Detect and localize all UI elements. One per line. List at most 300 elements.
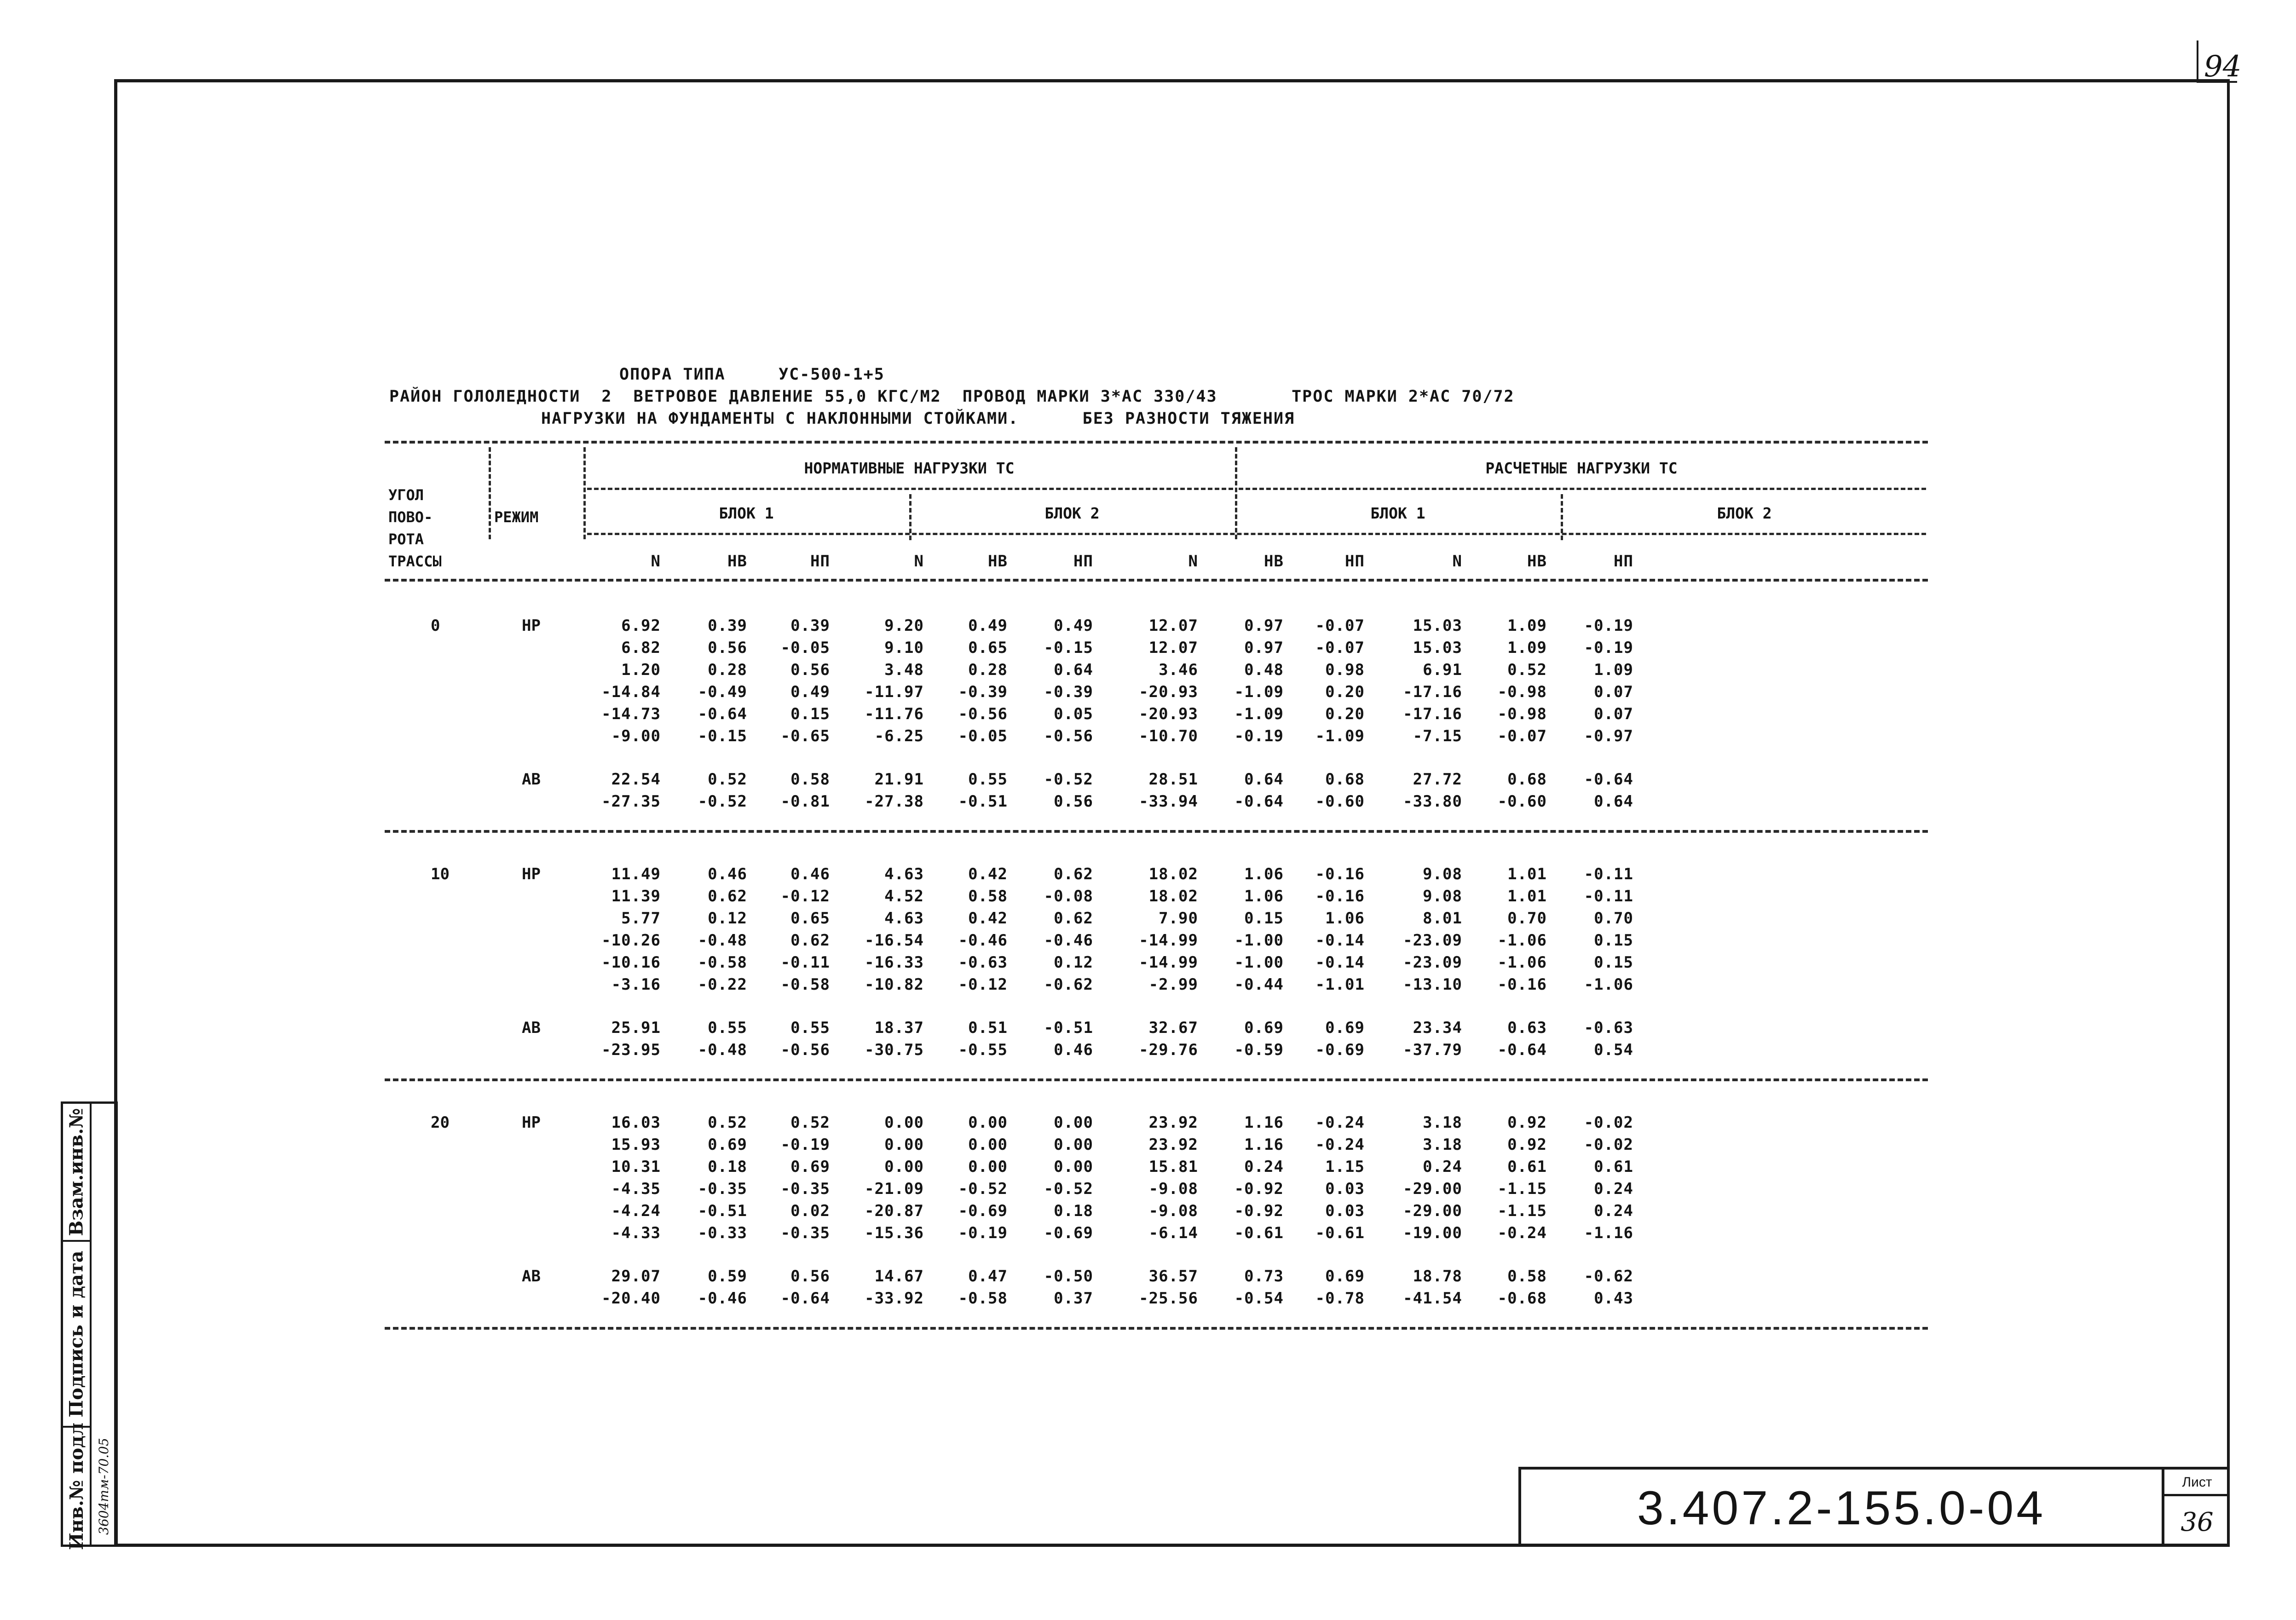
- table-cell: 25.91: [611, 1019, 661, 1037]
- table-cell: -0.02: [1584, 1113, 1633, 1132]
- table-cell: 9.08: [1423, 887, 1462, 905]
- table-cell: -0.69: [1044, 1224, 1093, 1242]
- table-cell: -0.46: [1044, 931, 1093, 950]
- table-cell: -2.99: [1148, 975, 1198, 994]
- table-cell: -0.58: [958, 1289, 1008, 1308]
- table-cell: -0.16: [1315, 865, 1365, 883]
- column-header: НВ: [988, 552, 1008, 571]
- table-cell: 15.03: [1413, 639, 1462, 657]
- table-cell: 0.46: [790, 865, 830, 883]
- stamp-vzam-inv: Взам.инв.№: [65, 1107, 87, 1236]
- table-cell: 3.48: [884, 661, 924, 679]
- table-cell: -0.60: [1315, 792, 1365, 811]
- table-cell: -0.46: [958, 931, 1008, 950]
- table-cell: -14.73: [601, 705, 661, 723]
- table-cell: 1.15: [1325, 1158, 1365, 1176]
- table-cell: 5.77: [621, 909, 661, 928]
- table-cell: -0.07: [1315, 639, 1365, 657]
- angle-label-1: УГОЛ: [388, 486, 424, 504]
- table-cell: 23.92: [1148, 1113, 1198, 1132]
- table-cell: -7.15: [1413, 727, 1462, 745]
- table-cell: -29.00: [1403, 1202, 1462, 1220]
- table-cell: -0.64: [780, 1289, 830, 1308]
- table-cell: -0.92: [1234, 1202, 1284, 1220]
- table-cell: -0.14: [1315, 953, 1365, 972]
- table-cell: 0.59: [708, 1267, 747, 1286]
- table-cell: -23.09: [1403, 953, 1462, 972]
- table-cell: 0.15: [1594, 931, 1633, 950]
- table-cell: 0.73: [1244, 1267, 1284, 1286]
- table-cell: 0.65: [790, 909, 830, 928]
- table-cell: -0.07: [1497, 727, 1547, 745]
- table-cell: 23.34: [1413, 1019, 1462, 1037]
- table-cell: 0.56: [790, 1267, 830, 1286]
- table-cell: 0.54: [1594, 1041, 1633, 1059]
- table-cell: -0.19: [958, 1224, 1008, 1242]
- table-cell: 1.16: [1244, 1136, 1284, 1154]
- stamp-inv-value-cell: [92, 1428, 115, 1545]
- mode-value: АВ: [522, 1019, 541, 1037]
- table-cell: 0.12: [708, 909, 747, 928]
- rule-top: [385, 441, 1928, 444]
- table-cell: -19.00: [1403, 1224, 1462, 1242]
- rule-head-bottom: [385, 579, 1928, 582]
- table-cell: -17.16: [1403, 705, 1462, 723]
- table-cell: -0.49: [698, 683, 747, 701]
- table-cell: -6.25: [874, 727, 924, 745]
- table-cell: -41.54: [1403, 1289, 1462, 1308]
- table-cell: 7.90: [1159, 909, 1198, 928]
- table-cell: 0.69: [1325, 1019, 1365, 1037]
- table-cell: 9.08: [1423, 865, 1462, 883]
- table-cell: 22.54: [611, 770, 661, 789]
- table-cell: 16.03: [611, 1113, 661, 1132]
- table-cell: -11.76: [865, 705, 924, 723]
- table-cell: 0.97: [1244, 617, 1284, 635]
- design-header: РАСЧЕТНЫЕ НАГРУЗКИ ТС: [1485, 459, 1678, 477]
- table-cell: 1.20: [621, 661, 661, 679]
- table-cell: -33.94: [1139, 792, 1198, 811]
- table-cell: 0.62: [790, 931, 830, 950]
- table-cell: -0.61: [1234, 1224, 1284, 1242]
- table-cell: -1.09: [1234, 683, 1284, 701]
- table-cell: 1.06: [1325, 909, 1365, 928]
- table-cell: -14.99: [1139, 953, 1198, 972]
- table-cell: -1.09: [1315, 727, 1365, 745]
- table-cell: -20.40: [601, 1289, 661, 1308]
- table-cell: -10.82: [865, 975, 924, 994]
- table-cell: -10.70: [1139, 727, 1198, 745]
- table-cell: -0.12: [958, 975, 1008, 994]
- table-cell: 0.97: [1244, 639, 1284, 657]
- table-cell: -16.54: [865, 931, 924, 950]
- table-cell: 36.57: [1148, 1267, 1198, 1286]
- table-cell: -21.09: [865, 1180, 924, 1198]
- table-cell: 0.39: [790, 617, 830, 635]
- table-cell: 0.55: [708, 1019, 747, 1037]
- table-cell: 12.07: [1148, 617, 1198, 635]
- side-stamp: [61, 1101, 118, 1550]
- table-cell: 0.49: [968, 617, 1008, 635]
- table-cell: 0.00: [1054, 1136, 1093, 1154]
- table-cell: 0.02: [790, 1202, 830, 1220]
- corner-divider: [2197, 40, 2198, 83]
- table-cell: -0.68: [1497, 1289, 1547, 1308]
- table-cell: 0.39: [708, 617, 747, 635]
- table-cell: 28.51: [1148, 770, 1198, 789]
- table-cell: 0.07: [1594, 705, 1633, 723]
- table-cell: -23.09: [1403, 931, 1462, 950]
- table-cell: 0.05: [1054, 705, 1093, 723]
- table-cell: 0.24: [1594, 1202, 1633, 1220]
- column-header: N: [1188, 552, 1198, 571]
- table-cell: 0.58: [790, 770, 830, 789]
- table-cell: -0.35: [780, 1224, 830, 1242]
- table-cell: 0.62: [708, 887, 747, 905]
- mode-value: АВ: [522, 1267, 541, 1286]
- table-cell: -0.59: [1234, 1041, 1284, 1059]
- table-cell: 15.93: [611, 1136, 661, 1154]
- table-cell: 0.42: [968, 865, 1008, 883]
- table-cell: -0.69: [1315, 1041, 1365, 1059]
- table-cell: -0.51: [1044, 1019, 1093, 1037]
- table-cell: 0.42: [968, 909, 1008, 928]
- table-cell: -0.11: [1584, 887, 1633, 905]
- table-cell: 0.15: [1594, 953, 1633, 972]
- table-cell: -0.24: [1315, 1136, 1365, 1154]
- table-cell: 12.07: [1148, 639, 1198, 657]
- sheet-label: Лист: [2164, 1470, 2230, 1496]
- table-cell: 0.00: [968, 1158, 1008, 1176]
- stamp-podpis-data: Подпись и дата: [65, 1250, 87, 1418]
- table-cell: 0.64: [1244, 770, 1284, 789]
- table-cell: -0.05: [780, 639, 830, 657]
- table-cell: -0.44: [1234, 975, 1284, 994]
- table-cell: -29.76: [1139, 1041, 1198, 1059]
- table-cell: -0.19: [1584, 639, 1633, 657]
- table-cell: 0.00: [1054, 1113, 1093, 1132]
- table-cell: -0.98: [1497, 683, 1547, 701]
- table-cell: -0.16: [1315, 887, 1365, 905]
- table-cell: 18.37: [874, 1019, 924, 1037]
- table-cell: 18.02: [1148, 865, 1198, 883]
- table-cell: -30.75: [865, 1041, 924, 1059]
- table-cell: -13.10: [1403, 975, 1462, 994]
- table-cell: 3.18: [1423, 1113, 1462, 1132]
- table-cell: 0.48: [1244, 661, 1284, 679]
- table-cell: 0.47: [968, 1267, 1008, 1286]
- table-cell: 1.01: [1507, 887, 1547, 905]
- table-cell: 0.00: [884, 1158, 924, 1176]
- table-cell: 1.01: [1507, 865, 1547, 883]
- table-cell: -0.19: [1234, 727, 1284, 745]
- table-cell: -0.05: [958, 727, 1008, 745]
- table-cell: -0.69: [958, 1202, 1008, 1220]
- table-cell: -0.64: [1584, 770, 1633, 789]
- table-cell: -1.06: [1584, 975, 1633, 994]
- column-header: НП: [810, 552, 830, 571]
- table-cell: -0.50: [1044, 1267, 1093, 1286]
- rule-angle-mode: [489, 447, 491, 539]
- table-cell: -0.64: [1234, 792, 1284, 811]
- table-cell: 21.91: [874, 770, 924, 789]
- table-cell: -1.01: [1315, 975, 1365, 994]
- table-cell: -0.65: [780, 727, 830, 745]
- table-cell: 27.72: [1413, 770, 1462, 789]
- table-cell: 0.28: [968, 661, 1008, 679]
- table-cell: -0.48: [698, 1041, 747, 1059]
- table-cell: 0.00: [884, 1136, 924, 1154]
- table-cell: -0.60: [1497, 792, 1547, 811]
- table-cell: -0.14: [1315, 931, 1365, 950]
- table-cell: 0.24: [1594, 1180, 1633, 1198]
- table-cell: 1.06: [1244, 887, 1284, 905]
- table-cell: 0.52: [708, 770, 747, 789]
- table-cell: -1.09: [1234, 705, 1284, 723]
- table-cell: 0.52: [1507, 661, 1547, 679]
- table-cell: -0.52: [1044, 1180, 1093, 1198]
- table-cell: 0.49: [1054, 617, 1093, 635]
- table-cell: -0.56: [1044, 727, 1093, 745]
- normative-header: НОРМАТИВНЫЕ НАГРУЗКИ ТС: [804, 459, 1015, 477]
- group-separator: [385, 1327, 1928, 1330]
- mode-value: НР: [522, 617, 541, 635]
- table-cell: 1.06: [1244, 865, 1284, 883]
- table-cell: -33.92: [865, 1289, 924, 1308]
- table-cell: 0.24: [1423, 1158, 1462, 1176]
- table-cell: 0.92: [1507, 1113, 1547, 1132]
- table-cell: 0.68: [1325, 770, 1365, 789]
- table-cell: -20.93: [1139, 705, 1198, 723]
- table-cell: -0.81: [780, 792, 830, 811]
- table-cell: -10.26: [601, 931, 661, 950]
- table-cell: 0.70: [1594, 909, 1633, 928]
- table-cell: -10.16: [601, 953, 661, 972]
- table-cell: 0.20: [1325, 683, 1365, 701]
- table-cell: -0.62: [1584, 1267, 1633, 1286]
- printout: [385, 351, 1928, 1340]
- table-cell: -9.00: [611, 727, 661, 745]
- column-header: НВ: [1527, 552, 1547, 571]
- table-cell: 0.64: [1594, 792, 1633, 811]
- column-header: НВ: [1264, 552, 1284, 571]
- table-cell: 8.01: [1423, 909, 1462, 928]
- table-cell: 6.82: [621, 639, 661, 657]
- table-cell: -0.61: [1315, 1224, 1365, 1242]
- table-cell: -0.11: [780, 953, 830, 972]
- design-block2-header: БЛОК 2: [1717, 504, 1772, 522]
- table-cell: 11.39: [611, 887, 661, 905]
- stamp-podpis-cell: [63, 1242, 90, 1428]
- table-cell: -0.62: [1044, 975, 1093, 994]
- column-header: НВ: [727, 552, 747, 571]
- mode-value: НР: [522, 865, 541, 883]
- header-line-3: НАГРУЗКИ НА ФУНДАМЕНТЫ С НАКЛОННЫМИ СТОЙКАМИ. БЕЗ РАЗНОСТИ ТЯЖЕНИЯ: [541, 409, 1295, 428]
- table-cell: -0.15: [698, 727, 747, 745]
- design-block1-header: БЛОК 1: [1370, 504, 1425, 522]
- angle-label-4: ТРАССЫ: [388, 553, 442, 570]
- table-cell: 0.46: [1054, 1041, 1093, 1059]
- table-cell: -0.58: [698, 953, 747, 972]
- group-separator: [385, 830, 1928, 833]
- column-header: НП: [1614, 552, 1633, 571]
- table-cell: 0.61: [1507, 1158, 1547, 1176]
- table-cell: -37.79: [1403, 1041, 1462, 1059]
- table-cell: -0.39: [1044, 683, 1093, 701]
- table-cell: 0.69: [1325, 1267, 1365, 1286]
- table-cell: -29.00: [1403, 1180, 1462, 1198]
- table-cell: -0.63: [1584, 1019, 1633, 1037]
- stamp-inv-value: 3604тм-70.05: [96, 1437, 111, 1535]
- table-cell: -0.52: [698, 792, 747, 811]
- stamp-label-column: [63, 1104, 92, 1550]
- table-cell: 11.49: [611, 865, 661, 883]
- table-cell: -0.39: [958, 683, 1008, 701]
- drawing-code: 3.407.2-155.0-04: [1637, 1481, 2046, 1535]
- table-cell: 0.58: [968, 887, 1008, 905]
- table-cell: 0.69: [708, 1136, 747, 1154]
- table-cell: -0.56: [780, 1041, 830, 1059]
- rule-norm-sub: [587, 488, 1233, 490]
- table-cell: -0.19: [1584, 617, 1633, 635]
- column-header: НП: [1345, 552, 1365, 571]
- table-cell: -27.38: [865, 792, 924, 811]
- table-cell: 0.00: [968, 1113, 1008, 1132]
- table-cell: 0.58: [1507, 1267, 1547, 1286]
- table-cell: -0.51: [698, 1202, 747, 1220]
- angle-label-2: ПОВО-: [388, 508, 433, 526]
- column-header: НП: [1073, 552, 1093, 571]
- table-cell: -0.33: [698, 1224, 747, 1242]
- table-cell: 0.18: [708, 1158, 747, 1176]
- table-cell: 0.70: [1507, 909, 1547, 928]
- header-line-2: РАЙОН ГОЛОЛЕДНОСТИ 2 ВЕТРОВОЕ ДАВЛЕНИЕ 55,0 КГС/М2 ПРОВОД МАРКИ 3*АС 330/43 ТРОС МАРКИ 2*АС 70/72: [389, 387, 1515, 406]
- table-cell: -0.16: [1497, 975, 1547, 994]
- table-cell: 18.78: [1413, 1267, 1462, 1286]
- table-cell: -0.78: [1315, 1289, 1365, 1308]
- table-cell: -23.95: [601, 1041, 661, 1059]
- table-cell: -0.55: [958, 1041, 1008, 1059]
- table-cell: 1.09: [1507, 617, 1547, 635]
- table-cell: 0.03: [1325, 1180, 1365, 1198]
- table-cell: 0.61: [1594, 1158, 1633, 1176]
- table-cell: -33.80: [1403, 792, 1462, 811]
- table-cell: 0.92: [1507, 1136, 1547, 1154]
- table-cell: -0.07: [1315, 617, 1365, 635]
- stamp-value-column: [92, 1104, 115, 1545]
- table-cell: 4.52: [884, 887, 924, 905]
- table-cell: 0.15: [1244, 909, 1284, 928]
- table-cell: 0.65: [968, 639, 1008, 657]
- table-cell: 0.07: [1594, 683, 1633, 701]
- table-cell: 0.56: [708, 639, 747, 657]
- table-cell: -0.24: [1315, 1113, 1365, 1132]
- table-cell: -0.92: [1234, 1180, 1284, 1198]
- table-cell: -1.00: [1234, 953, 1284, 972]
- table-cell: -0.64: [1497, 1041, 1547, 1059]
- table-cell: -17.16: [1403, 683, 1462, 701]
- table-cell: -4.35: [611, 1180, 661, 1198]
- table-cell: 0.00: [968, 1136, 1008, 1154]
- table-cell: 0.64: [1054, 661, 1093, 679]
- norm-block1-header: БЛОК 1: [719, 504, 774, 522]
- table-cell: 0.69: [1244, 1019, 1284, 1037]
- column-header: N: [914, 552, 924, 571]
- angle-value: 0: [431, 617, 440, 635]
- table-cell: 29.07: [611, 1267, 661, 1286]
- table-cell: -0.35: [698, 1180, 747, 1198]
- table-cell: 3.46: [1159, 661, 1198, 679]
- table-cell: 0.43: [1594, 1289, 1633, 1308]
- table-cell: 9.20: [884, 617, 924, 635]
- table-cell: -1.15: [1497, 1180, 1547, 1198]
- table-cell: 0.52: [708, 1113, 747, 1132]
- table-cell: 6.92: [621, 617, 661, 635]
- stamp-vzam-inv-cell: [63, 1104, 90, 1242]
- table-cell: 15.03: [1413, 617, 1462, 635]
- table-cell: 4.63: [884, 865, 924, 883]
- table-cell: -14.99: [1139, 931, 1198, 950]
- table-cell: 0.68: [1507, 770, 1547, 789]
- table-cell: 0.12: [1054, 953, 1093, 972]
- table-cell: 0.62: [1054, 865, 1093, 883]
- table-cell: -0.51: [958, 792, 1008, 811]
- table-cell: 10.31: [611, 1158, 661, 1176]
- table-cell: -0.02: [1584, 1136, 1633, 1154]
- column-header: N: [1452, 552, 1462, 571]
- table-cell: -0.64: [698, 705, 747, 723]
- table-cell: -0.35: [780, 1180, 830, 1198]
- table-cell: 0.56: [1054, 792, 1093, 811]
- table-cell: 0.03: [1325, 1202, 1365, 1220]
- table-cell: 0.00: [884, 1113, 924, 1132]
- table-cell: -9.08: [1148, 1180, 1198, 1198]
- table-cell: -0.08: [1044, 887, 1093, 905]
- table-cell: 1.09: [1594, 661, 1633, 679]
- table-cell: -0.52: [1044, 770, 1093, 789]
- table-cell: 0.15: [790, 705, 830, 723]
- table-cell: -0.15: [1044, 639, 1093, 657]
- angle-value: 10: [431, 865, 450, 883]
- table-cell: 0.18: [1054, 1202, 1093, 1220]
- title-block: [1518, 1467, 2230, 1547]
- table-cell: -0.48: [698, 931, 747, 950]
- table-cell: 9.10: [884, 639, 924, 657]
- table-cell: 23.92: [1148, 1136, 1198, 1154]
- table-cell: 1.16: [1244, 1113, 1284, 1132]
- table-cell: -1.15: [1497, 1202, 1547, 1220]
- mode-label: РЕЖИМ: [494, 508, 539, 526]
- sheet-number: 36: [2181, 1507, 2214, 1537]
- table-cell: 0.52: [790, 1113, 830, 1132]
- table-cell: 32.67: [1148, 1019, 1198, 1037]
- table-cell: -0.46: [698, 1289, 747, 1308]
- table-cell: -1.06: [1497, 931, 1547, 950]
- stamp-inv-podl-cell: [63, 1422, 90, 1550]
- mode-value: АВ: [522, 770, 541, 789]
- table-cell: -0.22: [698, 975, 747, 994]
- table-cell: 0.49: [790, 683, 830, 701]
- table-cell: -25.56: [1139, 1289, 1198, 1308]
- angle-label-3: РОТА: [388, 530, 424, 548]
- table-cell: -0.56: [958, 705, 1008, 723]
- table-cell: -15.36: [865, 1224, 924, 1242]
- table-cell: 0.28: [708, 661, 747, 679]
- table-cell: -3.16: [611, 975, 661, 994]
- column-header: N: [651, 552, 661, 571]
- norm-block2-header: БЛОК 2: [1044, 504, 1100, 522]
- table-cell: -0.11: [1584, 865, 1633, 883]
